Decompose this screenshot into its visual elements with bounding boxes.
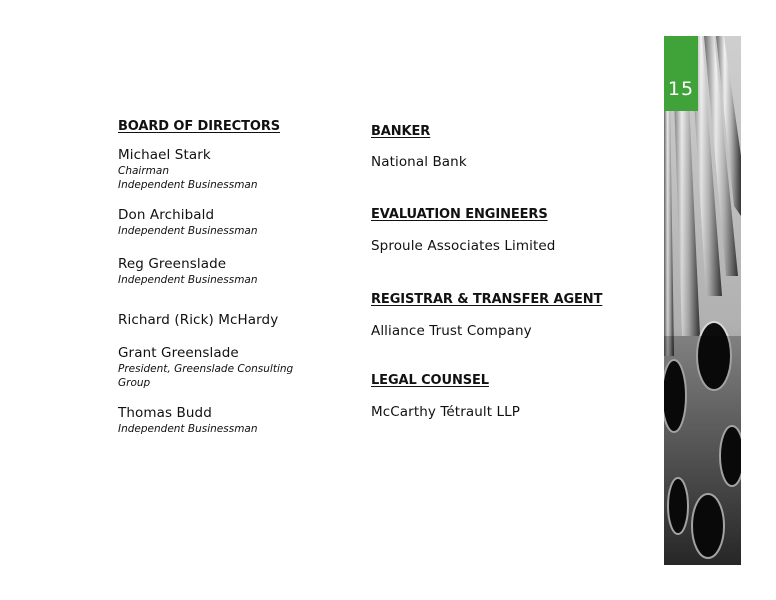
board-of-directors-heading: BOARD OF DIRECTORS: [118, 119, 281, 134]
director-name: Reg Greenslade: [118, 256, 227, 272]
steel-pipes-image: [664, 36, 741, 565]
page-number-badge: 15: [664, 36, 698, 111]
director-role: Independent Businessman: [118, 423, 258, 435]
registrar-value: Alliance Trust Company: [371, 323, 532, 339]
evaluation-engineers-value: Sproule Associates Limited: [371, 238, 556, 254]
director-role: Independent Businessman: [118, 225, 258, 237]
director-name: Grant Greenslade: [118, 345, 239, 361]
evaluation-engineers-heading: EVALUATION ENGINEERS: [371, 207, 548, 222]
director-role: Group: [118, 377, 151, 389]
director-role: President, Greenslade Consulting: [118, 363, 294, 375]
registrar-heading: REGISTRAR & TRANSFER AGENT: [371, 292, 603, 307]
banker-value: National Bank: [371, 154, 467, 170]
director-name: Richard (Rick) McHardy: [118, 312, 279, 328]
legal-counsel-value: McCarthy Tétrault LLP: [371, 404, 520, 420]
banker-heading: BANKER: [371, 124, 431, 139]
steel-pipes-illustration: [664, 36, 741, 565]
director-name: Don Archibald: [118, 207, 215, 223]
director-role: Chairman: [118, 165, 169, 177]
director-role: Independent Businessman: [118, 274, 258, 286]
legal-counsel-heading: LEGAL COUNSEL: [371, 373, 489, 388]
director-name: Thomas Budd: [118, 405, 212, 421]
director-name: Michael Stark: [118, 147, 211, 163]
director-role: Independent Businessman: [118, 179, 258, 191]
